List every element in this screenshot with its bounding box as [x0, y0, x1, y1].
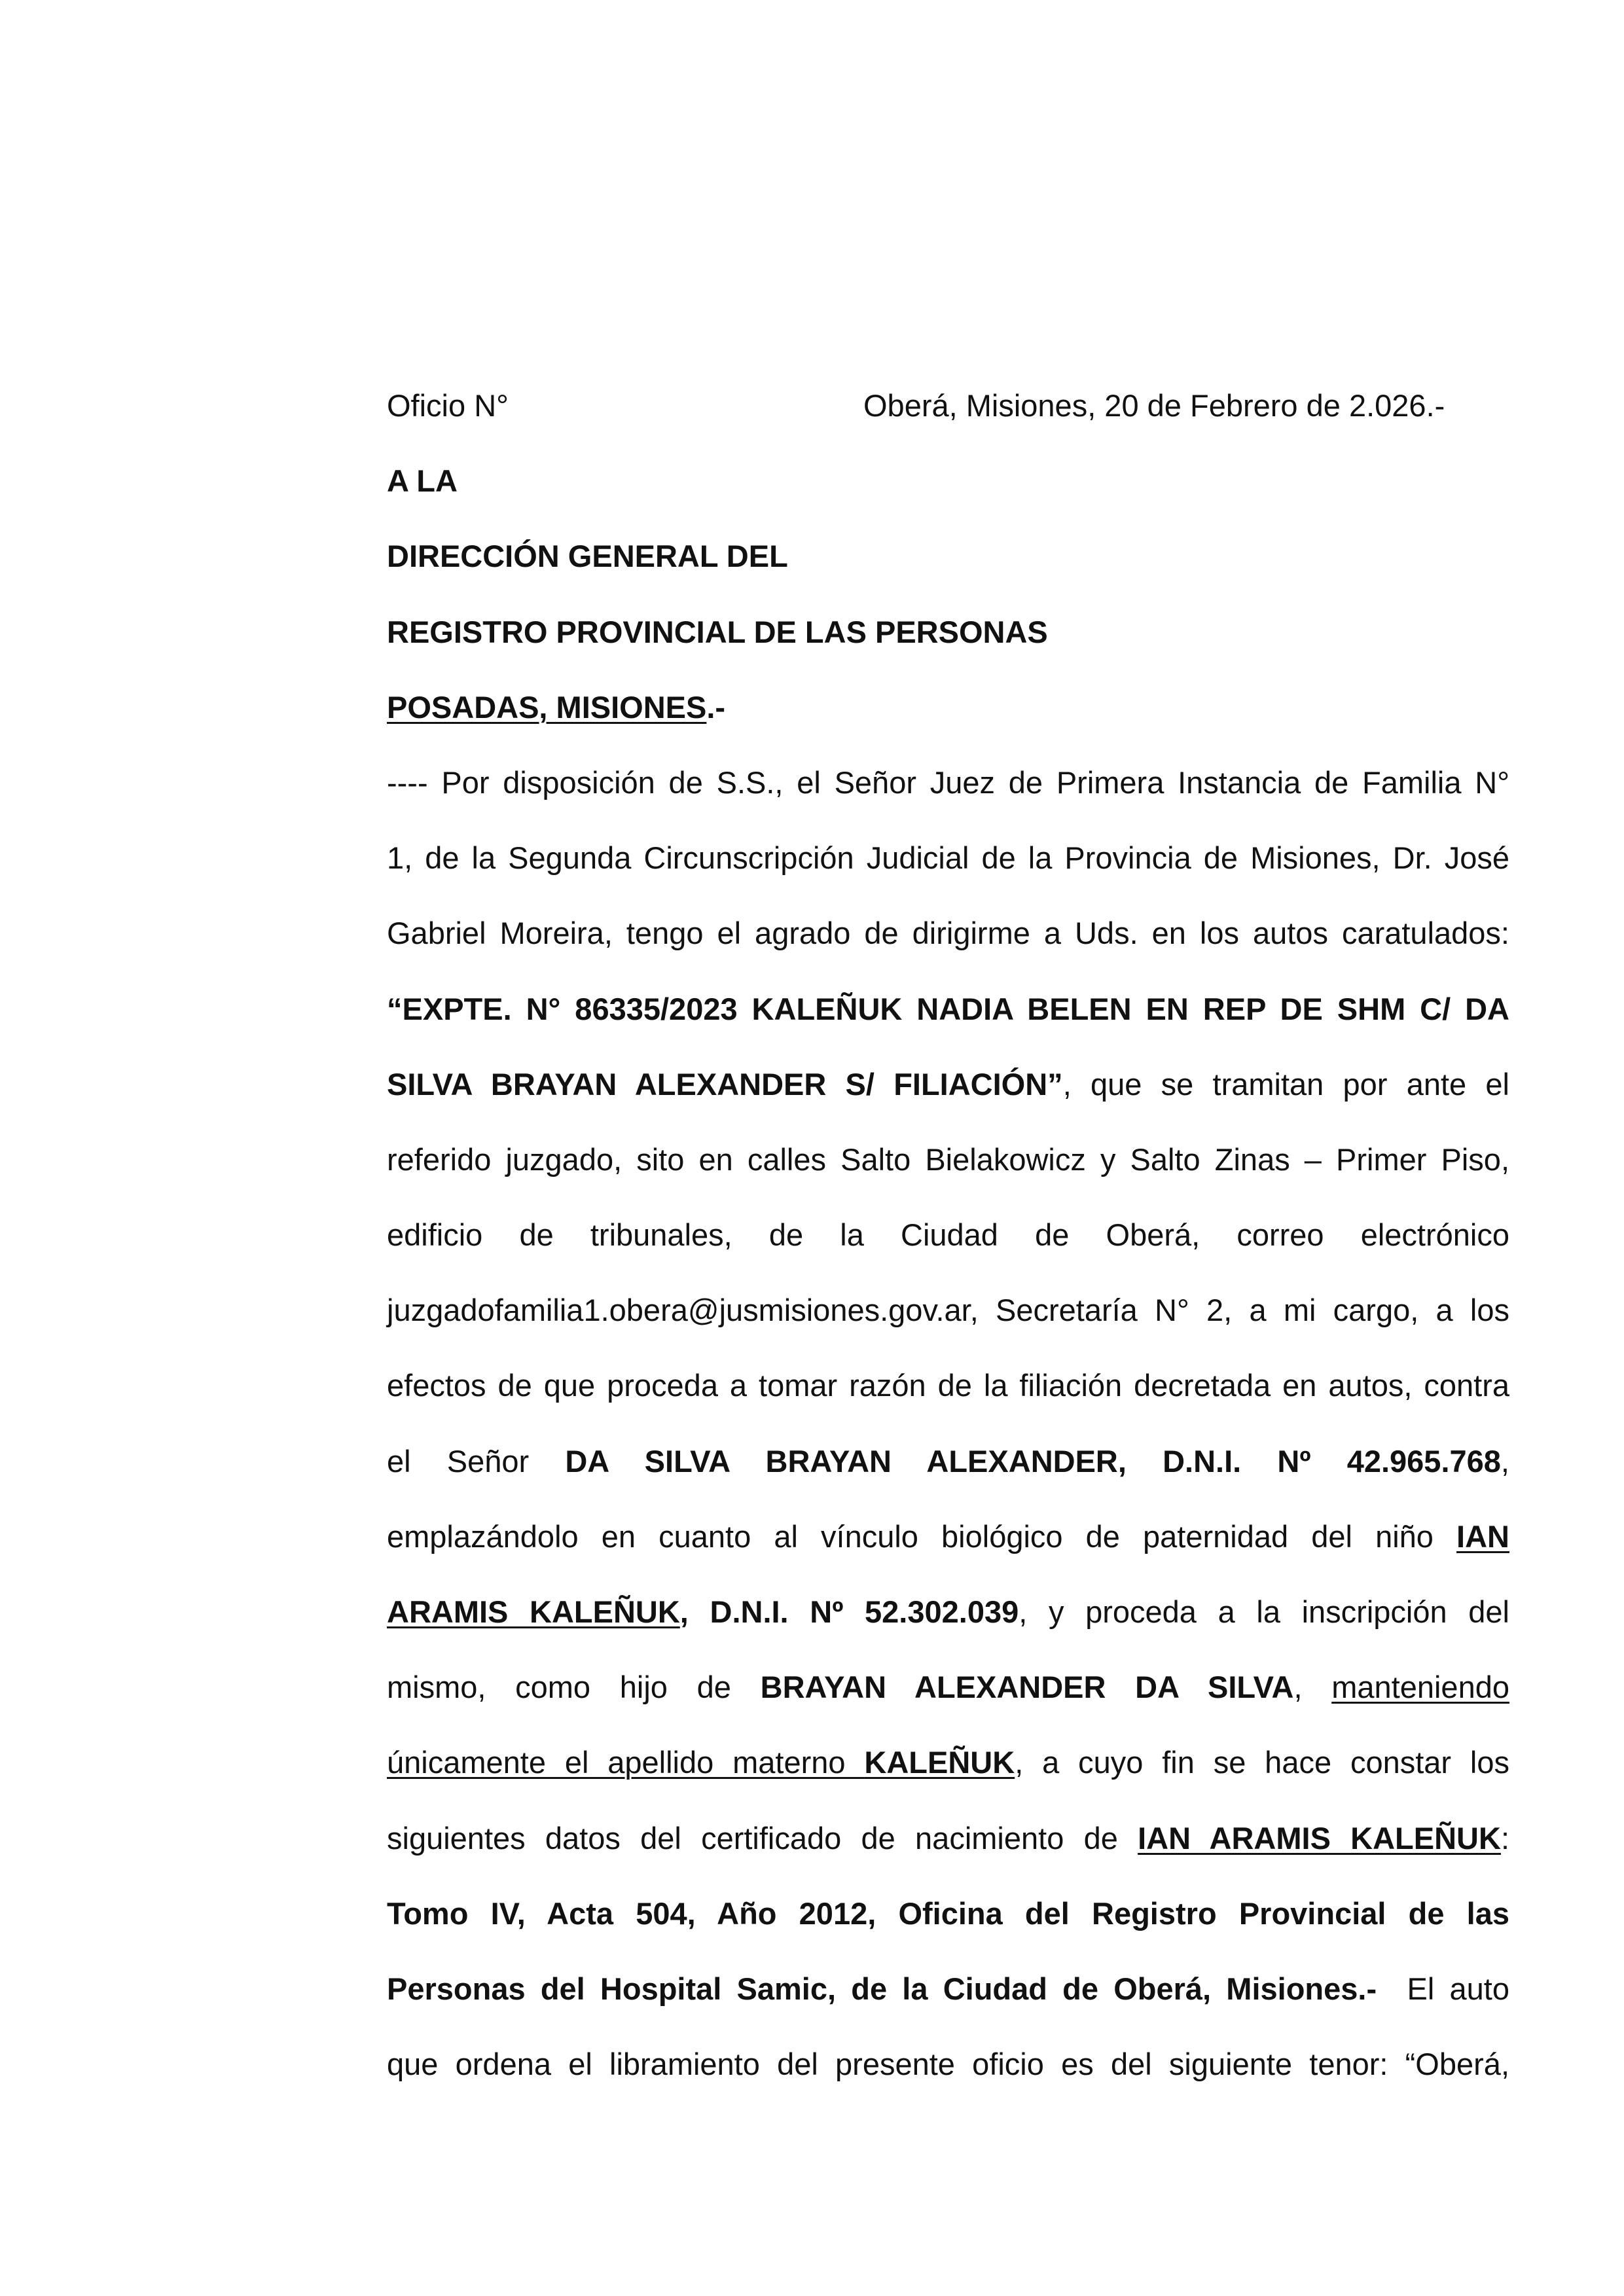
- body-text: :: [1500, 1820, 1510, 1856]
- body-text: ---- Por disposición de S.S., el Señor Juez de Primera Instancia de Familia N°: [387, 764, 1509, 800]
- body-line: [387, 1212, 1509, 1287]
- oficio-label: Oficio N°: [387, 388, 509, 423]
- body-text: que ordena el libramiento del presente oficio es del siguiente tenor: “Oberá,: [387, 2047, 1509, 2082]
- body-line: [387, 1439, 1509, 1514]
- body-line: [387, 1664, 1509, 1740]
- body-line: [387, 835, 1509, 910]
- addressee-city: POSADAS, MISIONES: [387, 689, 707, 725]
- document-body: [387, 383, 1509, 2117]
- body-text: referido juzgado, sito en calles Salto Bielakowicz y Salto Zinas – Primer Piso,: [387, 1141, 1509, 1177]
- body-text: ,: [1500, 1443, 1509, 1479]
- father-name: BRAYAN ALEXANDER DA SILVA: [760, 1670, 1294, 1705]
- birth-record-1: Tomo IV, Acta 504, Año 2012, Oficina del Registro Provincial de las: [387, 1895, 1509, 1931]
- addressee-a-la: A LA: [387, 463, 458, 499]
- body-line: [387, 1891, 1509, 1966]
- body-text: efectos de que proceda a tomar razón de la filiación decretada en autos, contra: [387, 1368, 1509, 1403]
- addressee-line-1: [387, 458, 1509, 533]
- addressee-direccion: DIRECCIÓN GENERAL DEL: [387, 539, 788, 574]
- body-line: [387, 986, 1509, 1062]
- case-title-2: SILVA BRAYAN ALEXANDER S/ FILIACIÓN”: [387, 1066, 1063, 1102]
- addressee-line-4: [387, 685, 1509, 760]
- header-line: [387, 383, 1509, 458]
- body-text: el Señor: [387, 1443, 566, 1479]
- body-line: [387, 1137, 1509, 1212]
- body-text: , que se tramitan por ante el: [1062, 1066, 1510, 1102]
- addressee-registro: REGISTRO PROVINCIAL DE LAS PERSONAS: [387, 614, 1048, 649]
- body-line: [387, 1514, 1509, 1589]
- body-text: , y proceda a la inscripción del: [1019, 1594, 1509, 1629]
- place-date: Oberá, Misiones, 20 de Febrero de 2.026.-: [863, 388, 1445, 423]
- body-line: [387, 760, 1509, 835]
- case-title-1: “EXPTE. N° 86335/2023 KALEÑUK NADIA BELEN EN REP DE SHM C/ DA: [387, 991, 1509, 1026]
- body-text: Gabriel Moreira, tengo el agrado de dirigirme a Uds. en los autos caratulados:: [387, 916, 1509, 951]
- surname-clause-2: únicamente el apellido materno: [387, 1745, 865, 1780]
- addressee-line-2: [387, 533, 1509, 609]
- body-text: mismo, como hijo de: [387, 1670, 761, 1705]
- addressee-line-3: [387, 609, 1509, 685]
- surname-clause-1: manteniendo: [1331, 1670, 1509, 1705]
- birth-record-2: Personas del Hospital Samic, de la Ciudad de Oberá, Misiones.-: [387, 1971, 1377, 2006]
- body-text: El auto: [1377, 1971, 1509, 2006]
- body-line: [387, 1816, 1509, 1891]
- body-line: [387, 910, 1509, 986]
- body-line: [387, 1363, 1509, 1438]
- body-line: [387, 1062, 1509, 1137]
- maternal-surname: KALEÑUK: [864, 1745, 1015, 1780]
- child-name-1: IAN: [1456, 1518, 1509, 1554]
- addressee-city-suffix: .-: [706, 689, 726, 725]
- body-text: ,: [1293, 1670, 1332, 1705]
- body-text: edificio de tribunales, de la Ciudad de Oberá, correo electrónico: [387, 1217, 1509, 1253]
- body-text: siguientes datos del certificado de nacimiento de: [387, 1820, 1138, 1856]
- body-text: emplazándolo en cuanto al vínculo biológico de paternidad del niño: [387, 1518, 1457, 1554]
- child-dni: , D.N.I. Nº 52.302.039: [679, 1594, 1019, 1629]
- body-line: [387, 1966, 1509, 2041]
- body-text: 1, de la Segunda Circunscripción Judicial de la Provincia de Misiones, Dr. José: [387, 840, 1509, 876]
- body-line: [387, 2041, 1509, 2117]
- child-full-name: IAN ARAMIS KALEÑUK: [1138, 1820, 1501, 1856]
- child-name-2: ARAMIS KALEÑUK: [387, 1594, 680, 1629]
- body-line: [387, 1589, 1509, 1664]
- body-text: , a cuyo fin se hace constar los: [1015, 1745, 1509, 1780]
- body-line: [387, 1287, 1509, 1363]
- body-line: [387, 1740, 1509, 1815]
- body-text: juzgadofamilia1.obera@jusmisiones.gov.ar, Secretaría N° 2, a mi cargo, a los: [387, 1293, 1509, 1328]
- respondent-name: DA SILVA BRAYAN ALEXANDER, D.N.I. Nº 42.965.768: [565, 1443, 1501, 1479]
